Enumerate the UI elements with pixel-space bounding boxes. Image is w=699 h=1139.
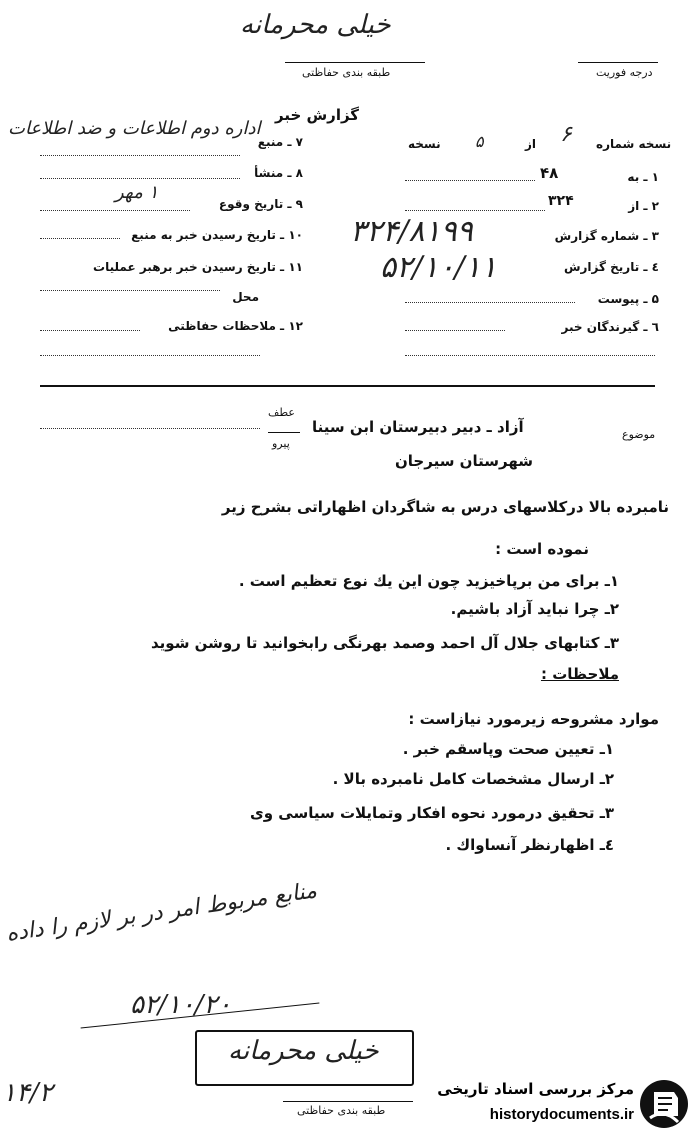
- priority-line: [578, 62, 658, 63]
- copy-number-value: ۶: [560, 122, 572, 147]
- priority-label: درجه فوریت: [596, 66, 653, 79]
- field-to-label: ۱ ـ به: [627, 170, 659, 184]
- field-recipients-dots-2: [405, 355, 655, 356]
- report-item-3: ۳ـ کتابهای جلال آل احمد وصمد بهرنگی رابخوانید تا روشن شوید: [151, 634, 619, 652]
- notes-item-2: ۲ـ ارسال مشخصات کامل نامبرده بالا .: [332, 770, 614, 788]
- field-occurrence-date-label: ۹ ـ تاریخ وقوع: [218, 197, 303, 211]
- field-to-dots: [405, 180, 535, 181]
- field-from-value: ۳۲۴: [548, 193, 574, 209]
- field-source-label: ۷ ـ منبع: [257, 135, 303, 149]
- stamp-text: خیلی محرمانه: [228, 1036, 379, 1066]
- field-report-date-value: ۵۲/۱۰/۱۱: [380, 250, 497, 285]
- field-attachment-label: ۵ ـ پیوست: [597, 292, 659, 306]
- field-date-to-leader-label: ۱۱ ـ تاریخ رسیدن خبر برهبر عملیات: [93, 260, 303, 274]
- field-origin-dots: [40, 178, 240, 179]
- field-to-value: ۴۸: [540, 164, 559, 182]
- field-recipients-dots: [405, 330, 505, 331]
- watermark-logo-icon: [638, 1078, 690, 1130]
- field-place-label: محل: [232, 290, 259, 304]
- copy-of-label: از: [525, 137, 537, 151]
- handwritten-note: منابع مربوط امر در بر لازم را داده: [4, 878, 319, 947]
- field-security-notes-dots: [40, 330, 140, 331]
- ref-divider: [268, 432, 300, 433]
- footer-line: [283, 1101, 413, 1102]
- subject-line-2: شهرستان سیرجان: [395, 452, 533, 470]
- watermark-title: مرکز بررسی اسناد تاریخی: [437, 1080, 634, 1098]
- field-report-number-value: ۳۲۴/۸۱۹۹: [350, 214, 473, 249]
- field-attachment-dots: [405, 302, 575, 303]
- classification-label-bottom: طبقه بندی حفاظتی: [297, 1104, 386, 1117]
- field-security-notes-label: ۱۲ ـ ملاحظات حفاظتی: [168, 319, 303, 333]
- notes-item-1: ۱ـ تعیین صحت وپاسقم خبر .: [402, 740, 614, 758]
- subject-label: موضوع: [622, 428, 656, 441]
- report-title: گزارش خبر: [275, 106, 360, 124]
- ref-peyro-label: پیرو: [272, 437, 290, 450]
- field-from-label: ۲ ـ از: [628, 199, 659, 213]
- section-divider: [40, 385, 655, 387]
- copy-of-value: ۵: [475, 132, 484, 151]
- field-report-number-label: ۳ ـ شماره گزارش: [554, 229, 659, 243]
- field-from-dots: [405, 210, 545, 211]
- field-occurrence-date-value: ۱ مهر: [115, 182, 159, 203]
- notes-heading: ملاحظات :: [540, 665, 619, 683]
- notes-item-4: ٤ـ اظهارنظر آنساواك .: [445, 836, 614, 854]
- field-origin-label: ۸ ـ منشأ: [254, 166, 303, 180]
- field-recipients-label: ٦ ـ گیرندگان خبر: [561, 320, 659, 334]
- notes-item-3: ۳ـ تحقیق درمورد نحوه افکار وتمایلات سیاسی وی: [250, 804, 614, 822]
- watermark: [418, 1072, 696, 1138]
- handwritten-date: ۵۲/۱۰/۲۰: [130, 990, 232, 1020]
- top-handwritten-classification: خیلی محرمانه: [240, 10, 391, 40]
- field-occurrence-date-dots: [40, 210, 190, 211]
- copy-number-label: نسخه شماره: [596, 137, 672, 151]
- field-date-to-source-label: ۱۰ ـ تاریخ رسیدن خبر به منبع: [131, 228, 303, 242]
- watermark-url: historydocuments.ir: [489, 1106, 634, 1123]
- report-intro: نامبرده بالا درکلاسهای درس به شاگردان اظهاراتی بشرح زیر: [221, 498, 669, 516]
- subject-text: آزاد ـ دبیر دبیرستان ابن سینا: [312, 418, 524, 436]
- classification-label-top: طبقه بندی حفاظتی: [302, 66, 391, 79]
- ref-dots: [40, 428, 260, 429]
- field-source-value: اداره دوم اطلاعات و ضد اطلاعات: [8, 118, 261, 139]
- corner-handwritten-number: ۱۴/۲: [2, 1078, 53, 1108]
- field-date-to-source-dots: [40, 238, 120, 239]
- classification-line: [285, 62, 425, 63]
- field-security-notes-dots-2: [40, 355, 260, 356]
- report-item-1: ۱ـ برای من برپاخیزید چون این یك نوع تعظیم است .: [238, 572, 619, 590]
- field-source-dots: [40, 155, 240, 156]
- report-intro-2: نموده است :: [495, 540, 589, 558]
- copy-copy-label: نسخه: [408, 137, 441, 151]
- notes-intro: موارد مشروحه زیرمورد نیازاست :: [408, 710, 659, 728]
- report-item-2: ۲ـ چرا نباید آزاد باشیم.: [450, 600, 619, 618]
- ref-atf-label: عطف: [268, 406, 295, 419]
- field-date-to-leader-dots: [40, 290, 220, 291]
- field-report-date-label: ٤ ـ تاریخ گزارش: [563, 260, 659, 274]
